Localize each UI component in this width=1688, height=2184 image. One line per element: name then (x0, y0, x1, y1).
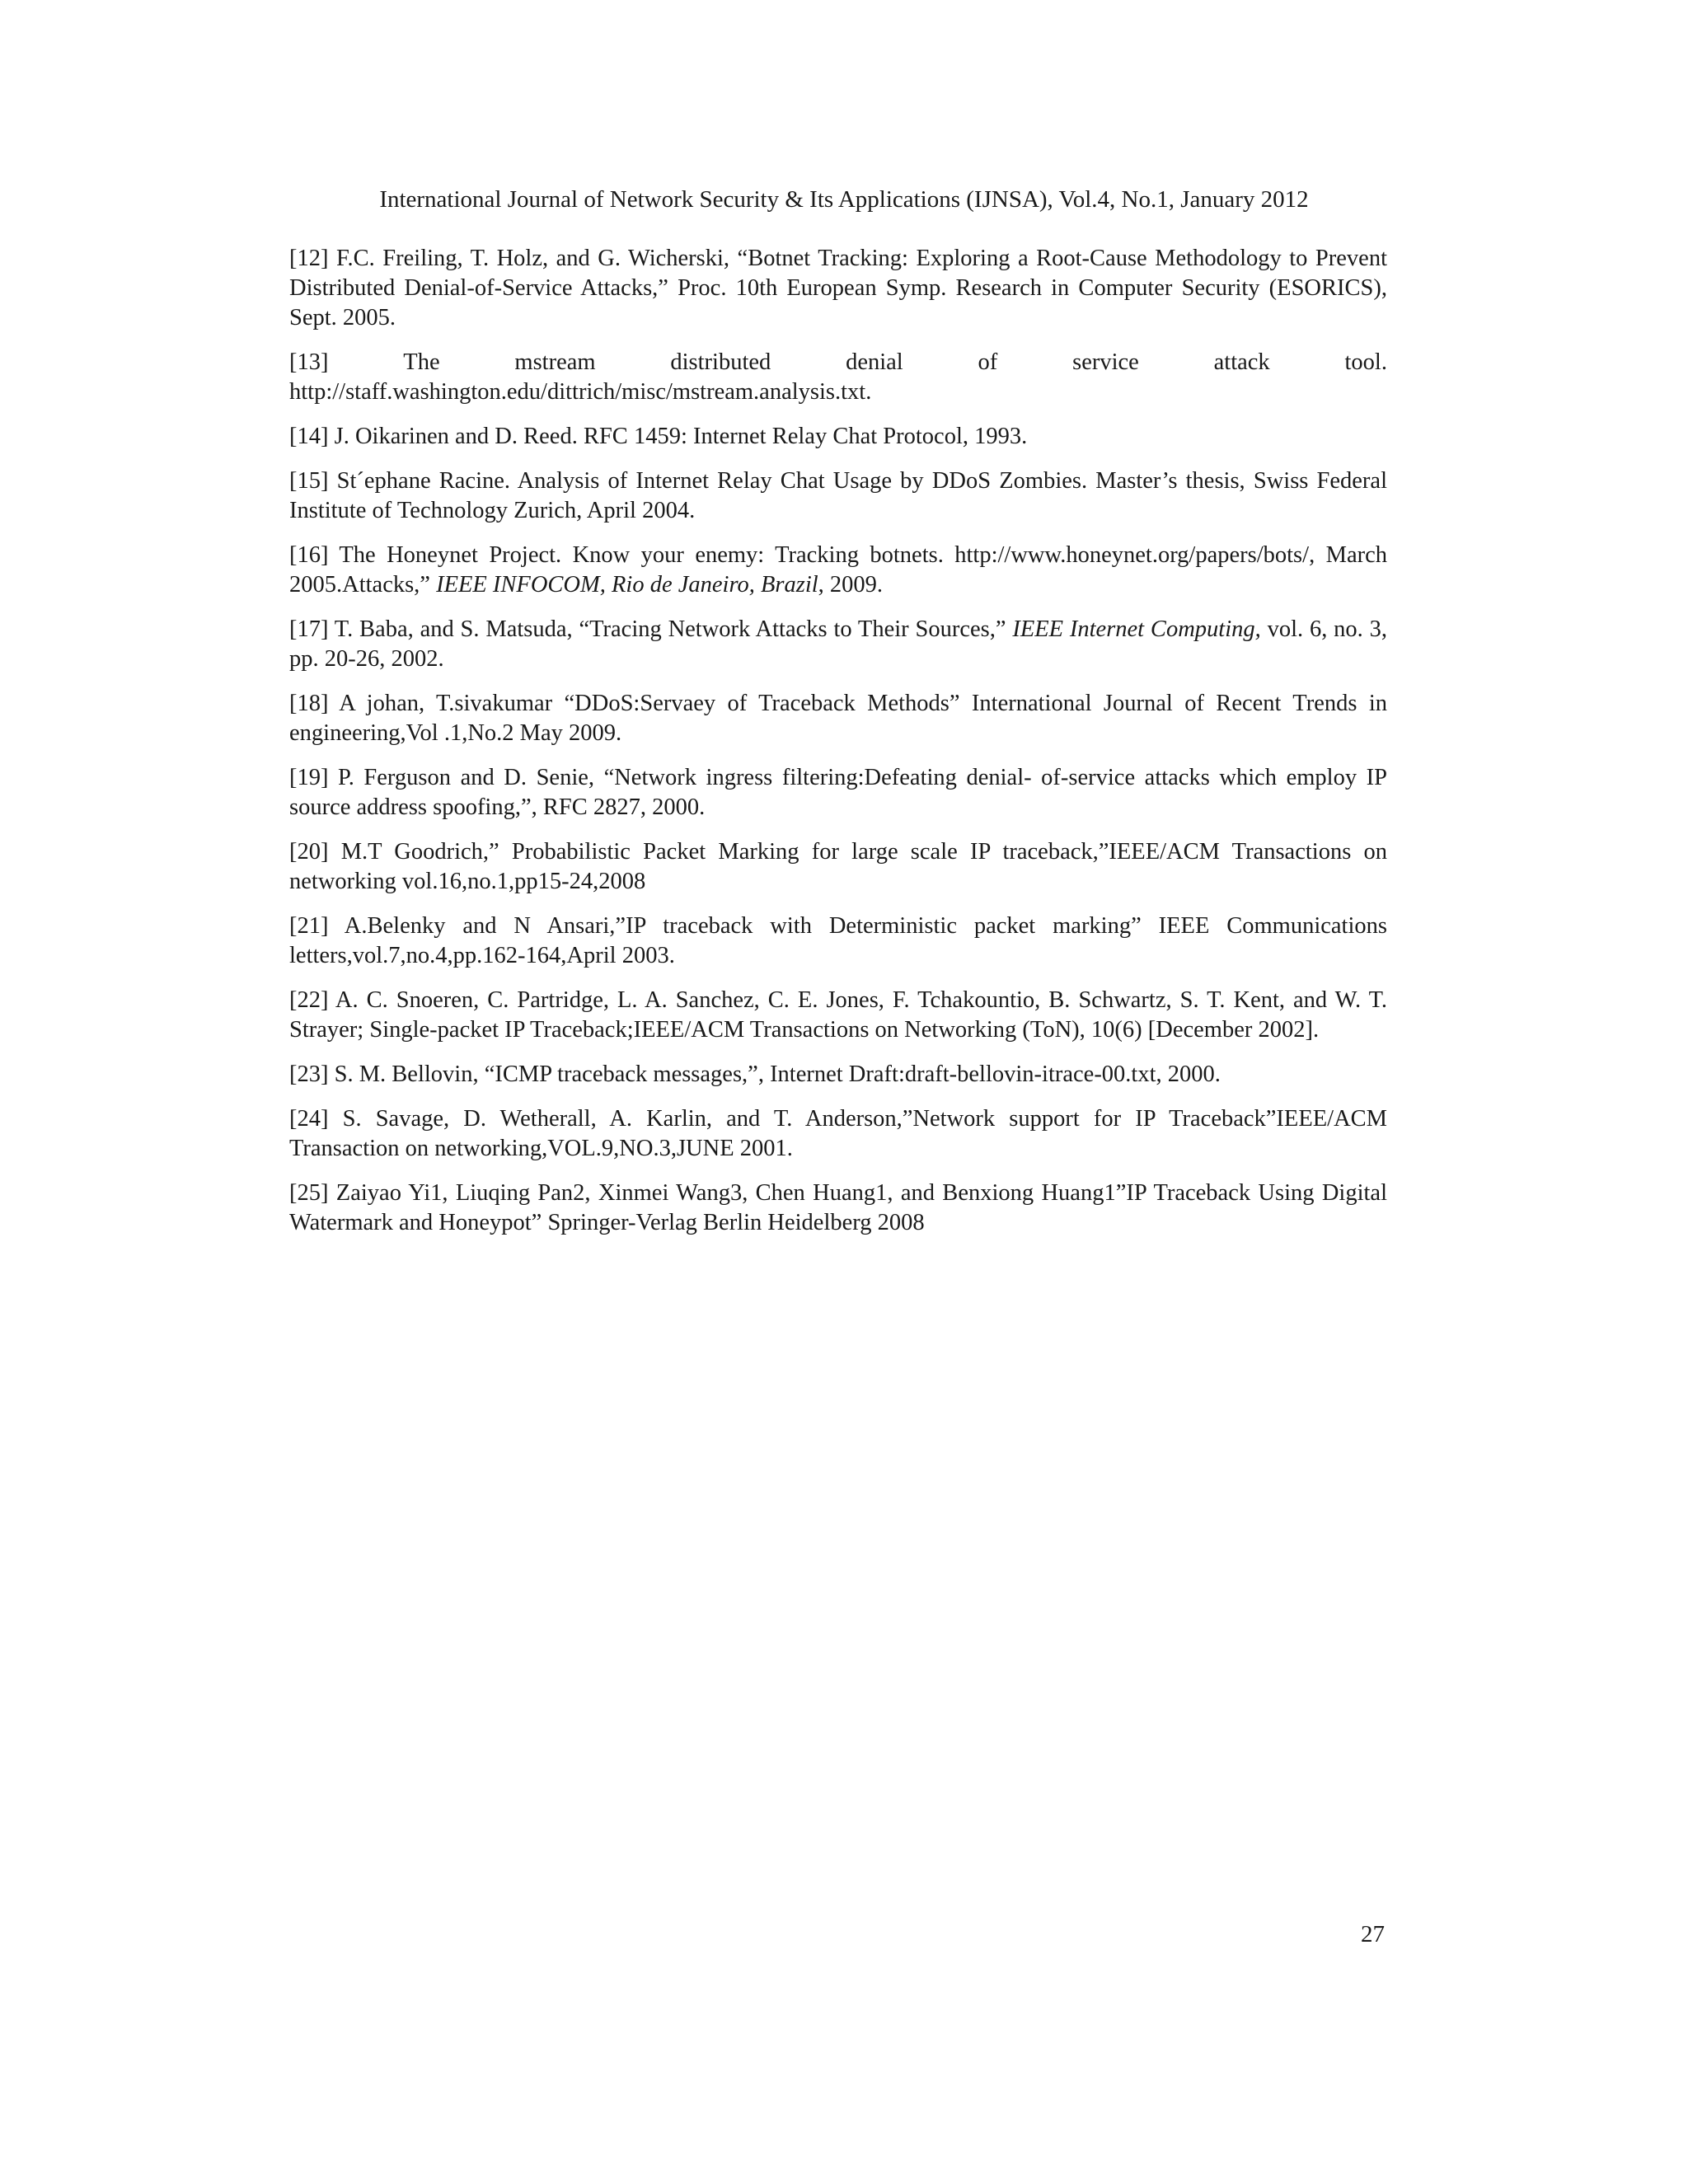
running-header: International Journal of Network Security & Its Applications (IJNSA), Vol.4, No.1, January 2012 (379, 186, 1309, 213)
reference-13-word: of (978, 349, 998, 375)
reference-18: [18] A johan, T.sivakumar “DDoS:Servaey of Traceback Methods” International Journal of Recent Trends in engineering,Vol .1,No.2 May 2009. (289, 691, 1387, 746)
reference-13-url: http://staff.washington.edu/dittrich/misc/mstream.analysis.txt. (289, 379, 872, 405)
reference-13-word: denial (846, 349, 903, 375)
reference-21: [21] A.Belenky and N Ansari,”IP traceback with Deterministic packet marking” IEEE Communications letters,vol.7,no.4,pp.162-164,April 2003. (289, 913, 1387, 968)
reference-23: [23] S. M. Bellovin, “ICMP traceback messages,”, Internet Draft:draft-bellovin-itrace-00.txt, 2000. (289, 1062, 1221, 1087)
reference-16-venue: IEEE INFOCOM, Rio de Janeiro, Brazil (436, 572, 818, 598)
reference-12: [12] F.C. Freiling, T. Holz, and G. Wicherski, “Botnet Tracking: Exploring a Root-Cause Methodology to Prevent Distributed Denial-of-Service Attacks,” Proc. 10th European Symp. Research in Computer Security (ESORICS), Sept. 2005. (289, 246, 1387, 330)
reference-16 (289, 541, 1387, 600)
reference-13-word: service (1072, 349, 1139, 375)
reference-13-word: tool. (1344, 349, 1387, 375)
reference-17-tail: vol. 6, no. 3, pp. 20-26, 2002. (289, 616, 1387, 672)
reference-17-venue: IEEE Internet Computing, (1012, 616, 1261, 642)
reference-13 (289, 348, 1387, 407)
reference-13-word: mstream (514, 349, 596, 375)
reference-list (289, 244, 1387, 1253)
reference-20: [20] M.T Goodrich,” Probabilistic Packet Marking for large scale IP traceback,”IEEE/ACM Transactions on networking vol.16,no.1,pp15-24,2008 (289, 839, 1387, 894)
reference-15: [15] St´ephane Racine. Analysis of Internet Relay Chat Usage by DDoS Zombies. Master’s thesis, Swiss Federal Institute of Technology Zurich, April 2004. (289, 468, 1387, 523)
reference-24: [24] S. Savage, D. Wetherall, A. Karlin, and T. Anderson,”Network support for IP Traceback”IEEE/ACM Transaction on networking,VOL.9,NO.3,JUNE 2001. (289, 1106, 1387, 1161)
page-number: 27 (1361, 1921, 1385, 1947)
reference-13-word: distributed (670, 349, 771, 375)
reference-19: [19] P. Ferguson and D. Senie, “Network ingress filtering:Defeating denial- of-service attacks which employ IP source address spoofing,”, RFC 2827, 2000. (289, 765, 1387, 820)
reference-16-text: [16] The Honeynet Project. Know your enemy: Tracking botnets. http://www.honeynet.org/papers/bots/, March 2005.Attacks,” (289, 542, 1387, 598)
reference-13-word: [13] (289, 349, 329, 375)
reference-13-word: The (403, 349, 440, 375)
reference-17 (289, 615, 1387, 674)
reference-17-text: [17] T. Baba, and S. Matsuda, “Tracing Network Attacks to Their Sources,” (289, 616, 1013, 642)
reference-13-first-line (289, 348, 1387, 377)
reference-14: [14] J. Oikarinen and D. Reed. RFC 1459: Internet Relay Chat Protocol, 1993. (289, 424, 1028, 449)
reference-13-word: attack (1213, 349, 1270, 375)
reference-16-tail: , 2009. (818, 572, 884, 598)
reference-25: [25] Zaiyao Yi1, Liuqing Pan2, Xinmei Wang3, Chen Huang1, and Benxiong Huang1”IP Traceback Using Digital Watermark and Honeypot” Springer-Verlag Berlin Heidelberg 2008 (289, 1180, 1387, 1235)
reference-22: [22] A. C. Snoeren, C. Partridge, L. A. Sanchez, C. E. Jones, F. Tchakountio, B. Schwartz, S. T. Kent, and W. T. Strayer; Single-packet IP Traceback;IEEE/ACM Transactions on Networking (ToN), 10(6) [December 2002]. (289, 987, 1387, 1043)
